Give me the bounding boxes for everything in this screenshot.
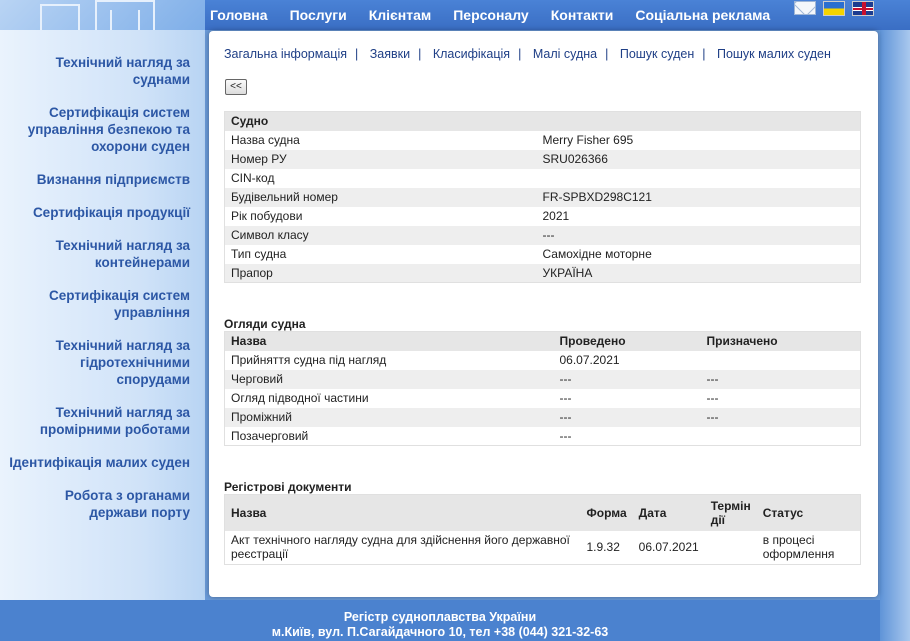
ship-value: --- xyxy=(537,226,861,245)
sidebar-item-product-certification[interactable]: Сертифікація продукції xyxy=(32,205,190,220)
nav-contacts[interactable]: Контакти xyxy=(550,7,614,23)
survey-scheduled xyxy=(701,427,861,446)
surveys-header: Назва xyxy=(225,332,554,351)
ship-value: Самохідне моторне xyxy=(537,245,861,264)
subnav-ship-search[interactable]: Пошук суден xyxy=(619,47,695,61)
survey-name: Проміжний xyxy=(225,408,554,427)
survey-done: --- xyxy=(554,370,701,389)
survey-done: 06.07.2021 xyxy=(554,351,701,370)
logo[interactable] xyxy=(0,0,205,30)
nav-staff[interactable]: Персоналу xyxy=(453,7,529,23)
survey-scheduled: --- xyxy=(701,408,861,427)
footer-address: м.Київ, вул. П.Сагайдачного 10, тел +38 (044) 321-32-63 xyxy=(271,625,609,639)
ship-value: 2021 xyxy=(537,207,861,226)
footer xyxy=(0,600,880,641)
ship-info-table xyxy=(224,111,861,283)
table-row xyxy=(225,408,861,427)
survey-name: Огляд підводної частини xyxy=(225,389,554,408)
ship-value: Merry Fisher 695 xyxy=(537,131,861,150)
sidebar-item-container-survey[interactable]: Технічний нагляд за контейнерами xyxy=(55,238,190,270)
survey-done: --- xyxy=(554,408,701,427)
nav-home[interactable]: Головна xyxy=(210,7,268,23)
sidebar-item-safety-certification[interactable]: Сертифікація систем управління безпекою та охорони суден xyxy=(27,105,190,154)
subnav-applications[interactable]: Заявки xyxy=(369,47,411,61)
ship-value: УКРАЇНА xyxy=(537,264,861,283)
survey-name: Прийняття судна під нагляд xyxy=(225,351,554,370)
subnav-small-craft-search[interactable]: Пошук малих суден xyxy=(716,47,831,61)
subnav-general-info[interactable]: Загальна інформація xyxy=(224,47,347,61)
sidebar-item-ship-survey[interactable]: Технічний нагляд за суднами xyxy=(55,55,190,87)
sidebar xyxy=(0,30,205,600)
sidebar-item-hydro-structures[interactable]: Технічний нагляд за гідротехнічними спорудами xyxy=(55,338,190,387)
ship-label: Тип судна xyxy=(225,245,537,264)
right-decor xyxy=(880,30,910,641)
surveys-table xyxy=(224,331,861,446)
survey-name: Позачерговий xyxy=(225,427,554,446)
ship-label: Символ класу xyxy=(225,226,537,245)
top-icons xyxy=(794,1,874,16)
sidebar-item-enterprise-recognition[interactable]: Визнання підприємств xyxy=(36,172,190,187)
document-status: в процесі оформлення xyxy=(757,531,861,565)
sidebar-item-small-craft-id[interactable]: Ідентифікація малих суден xyxy=(9,455,190,470)
english-flag-icon[interactable] xyxy=(852,1,874,16)
back-button[interactable]: << xyxy=(225,79,247,95)
sidebar-item-sounding-works[interactable]: Технічний нагляд за промірними роботами xyxy=(39,405,190,437)
ukrainian-flag-icon[interactable] xyxy=(823,1,845,16)
surveys-header: Призначено xyxy=(701,332,861,351)
ship-label: Прапор xyxy=(225,264,537,283)
documents-header: Дата xyxy=(633,495,705,531)
ship-label: Рік побудови xyxy=(225,207,537,226)
ship-table-title: Судно xyxy=(225,112,861,131)
mail-icon[interactable] xyxy=(794,1,816,15)
survey-name: Черговий xyxy=(225,370,554,389)
surveys-header: Проведено xyxy=(554,332,701,351)
sidebar-item-management-certification[interactable]: Сертифікація систем управління xyxy=(49,288,190,320)
survey-scheduled: --- xyxy=(701,370,861,389)
document-validity xyxy=(705,531,757,565)
survey-done: --- xyxy=(554,427,701,446)
ship-value xyxy=(537,169,861,188)
survey-scheduled: --- xyxy=(701,389,861,408)
nav-clients[interactable]: Клієнтам xyxy=(368,7,432,23)
documents-header: Статус xyxy=(757,495,861,531)
documents-header: Форма xyxy=(581,495,633,531)
ship-value: SRU026366 xyxy=(537,150,861,169)
top-bar xyxy=(0,0,910,30)
ship-label: Будівельний номер xyxy=(225,188,537,207)
survey-scheduled xyxy=(701,351,861,370)
footer-org-name: Регістр судноплавства України xyxy=(343,610,537,624)
subnav-classification[interactable]: Класифікація xyxy=(432,47,511,61)
table-row xyxy=(225,370,861,389)
table-row xyxy=(225,389,861,408)
sidebar-item-port-state[interactable]: Робота з органами держави порту xyxy=(64,488,190,520)
documents-table xyxy=(224,494,861,565)
main-nav xyxy=(210,0,792,30)
table-row xyxy=(225,351,861,370)
subnav-small-craft[interactable]: Малі судна xyxy=(532,47,598,61)
ship-value: FR-SPBXD298C121 xyxy=(537,188,861,207)
content-panel xyxy=(209,31,878,597)
nav-services[interactable]: Послуги xyxy=(289,7,347,23)
ship-label: CIN-код xyxy=(225,169,537,188)
survey-done: --- xyxy=(554,389,701,408)
document-date: 06.07.2021 xyxy=(633,531,705,565)
table-row xyxy=(225,427,861,446)
ship-label: Назва судна xyxy=(225,131,537,150)
nav-social-ads[interactable]: Соціальна реклама xyxy=(635,7,771,23)
document-form: 1.9.32 xyxy=(581,531,633,565)
documents-title: Регістрові документи xyxy=(224,480,352,494)
documents-header: Термін дії xyxy=(705,495,757,531)
documents-header: Назва xyxy=(225,495,581,531)
table-row xyxy=(225,531,861,565)
ship-label: Номер РУ xyxy=(225,150,537,169)
sub-nav: Загальна інформація | Заявки | Класифікація | Малі судна | Пошук суден | Пошук малих суден xyxy=(224,47,831,61)
surveys-title: Огляди судна xyxy=(224,317,306,331)
document-name: Акт технічного нагляду судна для здійснення його державної реєстрації xyxy=(225,531,581,565)
